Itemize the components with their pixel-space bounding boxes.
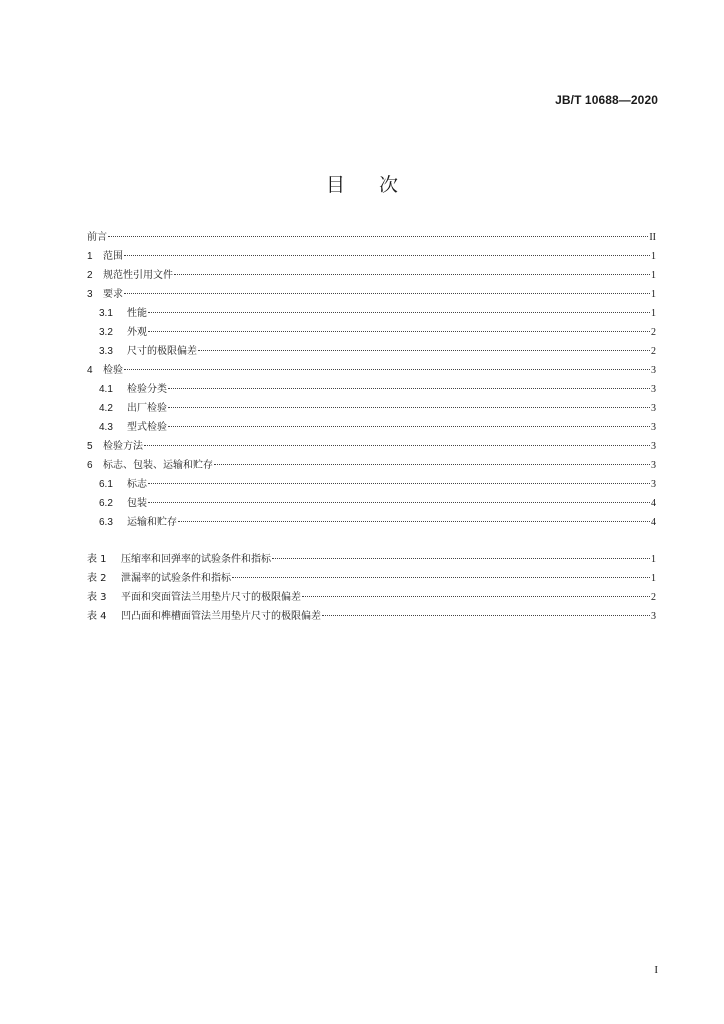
toc-entry-page: 3: [651, 365, 656, 376]
toc-dot-leader: [302, 596, 650, 597]
toc-dot-leader: [168, 388, 650, 389]
toc-entry-title: 平面和突面管法兰用垫片尺寸的极限偏差: [121, 592, 301, 603]
toc-entry-page: 1: [651, 251, 656, 262]
toc-entry-page: 3: [651, 422, 656, 433]
toc-entry-page: 1: [651, 289, 656, 300]
toc-entry-number: 表 2: [87, 573, 107, 584]
toc-entry[interactable]: [87, 266, 656, 285]
toc-entry-title: 凹凸面和榫槽面管法兰用垫片尺寸的极限偏差: [121, 611, 321, 622]
toc-entry[interactable]: [87, 475, 656, 494]
toc-entry-title: 标志: [127, 479, 147, 490]
title-part-2: 次: [379, 174, 399, 196]
toc-entry-page: 3: [651, 460, 656, 471]
toc-entry-title: 尺寸的极限偏差: [127, 346, 197, 357]
toc-entry[interactable]: [87, 304, 656, 323]
toc-dot-leader: [124, 369, 650, 370]
toc-entry-title: 压缩率和回弹率的试验条件和指标: [121, 554, 271, 565]
toc-entry[interactable]: [87, 247, 656, 266]
toc-entry-number: 4: [87, 365, 93, 376]
toc-dot-leader: [232, 577, 650, 578]
toc-entry-page: 2: [651, 346, 656, 357]
toc-entry[interactable]: [87, 399, 656, 418]
toc-entry-page: 1: [651, 270, 656, 281]
toc-entry-title: 型式检验: [127, 422, 167, 433]
toc-entry-number: 3.3: [99, 346, 113, 357]
toc-entry[interactable]: [87, 569, 656, 588]
toc-entry-number: 3.2: [99, 327, 113, 338]
list-of-tables: [87, 550, 656, 626]
toc-entry[interactable]: [87, 513, 656, 532]
toc-dot-leader: [174, 274, 650, 275]
toc-entry-page: 1: [651, 573, 656, 584]
toc-entry-number: 表 4: [87, 611, 107, 622]
toc-entry-number: 表 1: [87, 554, 107, 565]
toc-entry-number: 6: [87, 460, 93, 471]
toc-entry-title: 外观: [127, 327, 147, 338]
toc-entry-number: 1: [87, 251, 93, 262]
toc-entry[interactable]: [87, 361, 656, 380]
standard-number: JB/T 10688—2020: [555, 93, 658, 107]
toc-entry[interactable]: [87, 437, 656, 456]
toc-dot-leader: [198, 350, 650, 351]
toc-entry-title: 检验: [103, 365, 123, 376]
toc-dot-leader: [178, 521, 650, 522]
toc-dot-leader: [108, 236, 648, 237]
toc-entry[interactable]: [87, 607, 656, 626]
toc-entry-page: II: [649, 232, 656, 243]
toc-dot-leader: [272, 558, 650, 559]
toc-entry-page: 2: [651, 592, 656, 603]
toc-entry-number: 5: [87, 441, 93, 452]
toc-dot-leader: [144, 445, 650, 446]
toc-entry-title: 前言: [87, 232, 107, 243]
toc-entry-title: 出厂检验: [127, 403, 167, 414]
toc-entry-number: 6.3: [99, 517, 113, 528]
toc-dot-leader: [124, 255, 650, 256]
title-part-1: 目: [325, 174, 345, 196]
toc-entry-number: 4.3: [99, 422, 113, 433]
toc-entry[interactable]: [87, 380, 656, 399]
toc-entry-number: 6.2: [99, 498, 113, 509]
table-of-contents: [87, 228, 656, 532]
toc-entry-number: 2: [87, 270, 93, 281]
toc-entry[interactable]: [87, 285, 656, 304]
toc-entry-page: 3: [651, 479, 656, 490]
toc-dot-leader: [124, 293, 650, 294]
toc-dot-leader: [148, 331, 650, 332]
toc-entry[interactable]: [87, 228, 656, 247]
toc-entry[interactable]: [87, 494, 656, 513]
toc-entry[interactable]: [87, 418, 656, 437]
toc-entry-page: 4: [651, 517, 656, 528]
toc-entry[interactable]: [87, 342, 656, 361]
toc-entry-page: 3: [651, 403, 656, 414]
toc-entry[interactable]: [87, 588, 656, 607]
toc-entry-number: 3: [87, 289, 93, 300]
toc-entry-page: 3: [651, 441, 656, 452]
toc-entry-page: 4: [651, 498, 656, 509]
toc-entry-page: 1: [651, 554, 656, 565]
toc-entry[interactable]: [87, 456, 656, 475]
toc-dot-leader: [148, 502, 650, 503]
toc-entry-title: 运输和贮存: [127, 517, 177, 528]
toc-entry-number: 4.2: [99, 403, 113, 414]
toc-entry-title: 检验分类: [127, 384, 167, 395]
toc-entry-title: 包装: [127, 498, 147, 509]
toc-dot-leader: [168, 426, 650, 427]
toc-entry-title: 要求: [103, 289, 123, 300]
toc-dot-leader: [168, 407, 650, 408]
toc-entry-title: 规范性引用文件: [103, 270, 173, 281]
toc-entry-title: 泄漏率的试验条件和指标: [121, 573, 231, 584]
toc-entry-title: 标志、包装、运输和贮存: [103, 460, 213, 471]
toc-entry[interactable]: [87, 323, 656, 342]
toc-entry-title: 性能: [127, 308, 147, 319]
toc-entry-number: 表 3: [87, 592, 107, 603]
toc-entry-title: 检验方法: [103, 441, 143, 452]
toc-entry-number: 3.1: [99, 308, 113, 319]
toc-dot-leader: [322, 615, 650, 616]
toc-entry-number: 6.1: [99, 479, 113, 490]
toc-dot-leader: [148, 312, 650, 313]
toc-entry-title: 范围: [103, 251, 123, 262]
toc-entry-page: 1: [651, 308, 656, 319]
toc-entry-page: 3: [651, 384, 656, 395]
page-number: I: [654, 964, 658, 976]
toc-entry-page: 2: [651, 327, 656, 338]
toc-entry-number: 4.1: [99, 384, 113, 395]
toc-entry-page: 3: [651, 611, 656, 622]
toc-entry[interactable]: [87, 550, 656, 569]
page-title: [0, 170, 724, 197]
toc-dot-leader: [148, 483, 650, 484]
toc-dot-leader: [214, 464, 650, 465]
